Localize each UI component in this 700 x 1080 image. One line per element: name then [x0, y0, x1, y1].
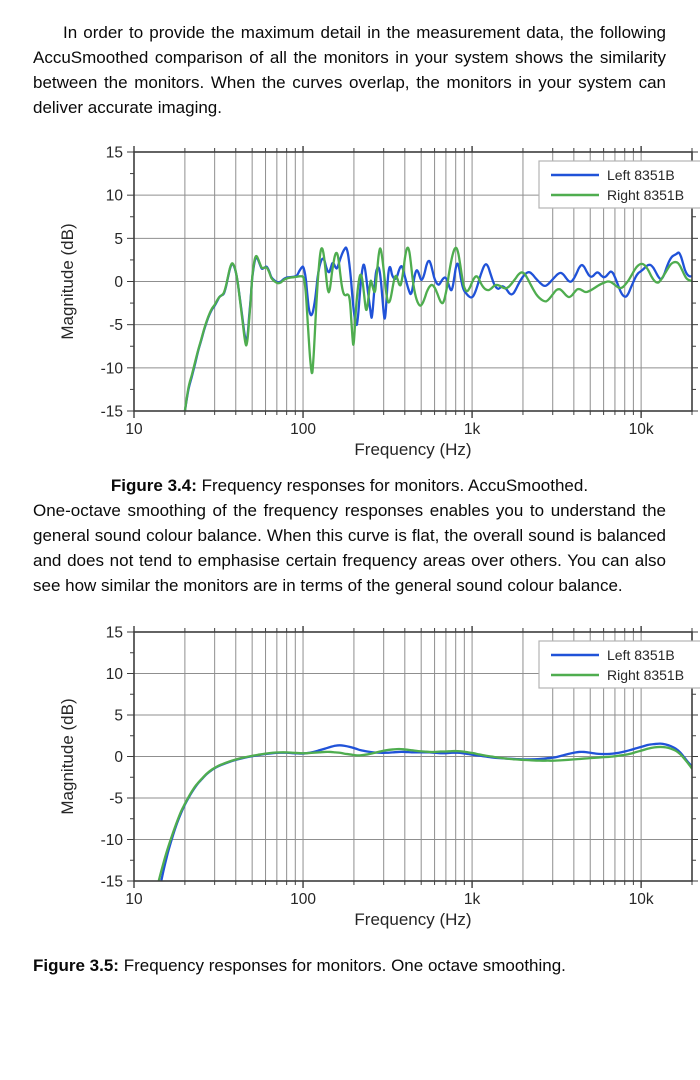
- svg-text:Right 8351B: Right 8351B: [607, 666, 685, 683]
- figure-3-5-caption-text: Frequency responses for monitors. One octave smoothing.: [118, 956, 566, 975]
- svg-text:Left 8351B: Left 8351B: [607, 646, 675, 663]
- svg-text:-10: -10: [100, 832, 123, 849]
- paragraph-1: In order to provide the maximum detail in the measurement data, the following AccuSmoothed comparison of all the monitors in your system shows the similarity between the monitors. When the curves overlap, the monitors in your system can deliver accurate imaging.: [33, 23, 666, 117]
- svg-text:15: 15: [105, 624, 123, 642]
- svg-text:5: 5: [114, 230, 123, 248]
- svg-text:0: 0: [114, 749, 123, 766]
- figure-3-4-caption-text: Frequency responses for monitors. AccuSmoothed.: [196, 476, 589, 495]
- paragraph-2: One-octave smoothing of the frequency responses enables you to understand the general sound colour balance. When this curve is flat, the overall sound is balanced and does not tend to emphasise certain frequency areas over others. You can also see how similar the monitors are in terms of the general sound colour balance.: [33, 501, 666, 595]
- svg-text:10: 10: [125, 891, 143, 908]
- svg-text:Frequency (Hz): Frequency (Hz): [354, 440, 472, 459]
- svg-text:10: 10: [105, 666, 123, 683]
- svg-text:100: 100: [290, 891, 316, 908]
- svg-text:1k: 1k: [463, 891, 481, 908]
- svg-text:Frequency (Hz): Frequency (Hz): [354, 910, 472, 929]
- figure-3-5-caption-label: Figure 3.5:: [33, 956, 119, 975]
- figure-3-5-caption: [33, 953, 666, 978]
- svg-text:-10: -10: [100, 360, 123, 378]
- svg-text:Magnitude (dB): Magnitude (dB): [58, 223, 77, 340]
- svg-text:1k: 1k: [463, 421, 481, 438]
- svg-text:0: 0: [114, 274, 123, 291]
- svg-text:-15: -15: [100, 873, 123, 891]
- svg-text:10k: 10k: [628, 891, 654, 908]
- svg-text:Right 8351B: Right 8351B: [607, 186, 685, 203]
- figure-3-4: [33, 130, 685, 460]
- svg-text:-5: -5: [109, 317, 123, 335]
- svg-text:100: 100: [290, 421, 316, 438]
- svg-text:10: 10: [105, 187, 123, 205]
- figure-3-4-caption: [33, 473, 666, 498]
- svg-text:10k: 10k: [628, 421, 654, 438]
- figure-3-4-caption-label: Figure 3.4:: [110, 476, 197, 495]
- svg-text:-5: -5: [109, 790, 123, 808]
- svg-text:Magnitude (dB): Magnitude (dB): [58, 698, 77, 815]
- svg-text:-15: -15: [100, 403, 123, 421]
- svg-text:5: 5: [114, 707, 123, 725]
- figure-3-5-chart: [33, 608, 700, 940]
- figure-3-4-chart: [33, 130, 700, 460]
- figure-3-5: [33, 608, 685, 940]
- svg-text:10: 10: [125, 421, 143, 438]
- svg-text:Left 8351B: Left 8351B: [607, 166, 675, 183]
- svg-text:15: 15: [105, 144, 123, 162]
